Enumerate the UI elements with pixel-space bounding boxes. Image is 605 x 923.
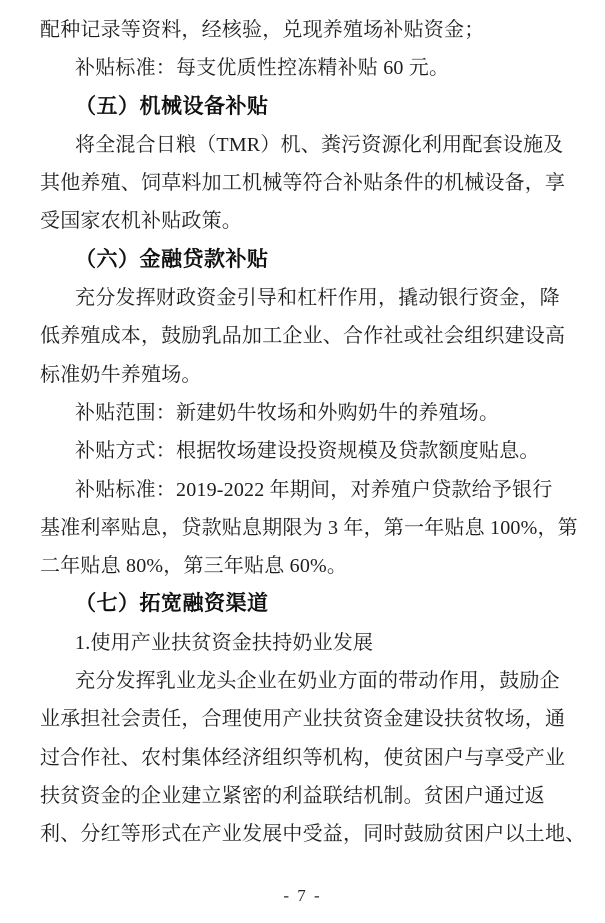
document-body xyxy=(40,11,586,854)
text-line: 充分发挥乳业龙头企业在奶业方面的带动作用，鼓励企 xyxy=(75,670,560,693)
text-line: 充分发挥财政资金引导和杠杆作用，撬动银行资金，降 xyxy=(75,287,560,310)
section-heading: （七）拓宽融资渠道 xyxy=(75,592,269,616)
text-line: 补贴标准：2019-2022 年期间，对养殖户贷款给予银行 xyxy=(75,478,553,501)
text-line: 扶贫资金的企业建立紧密的利益联结机制。贫困户通过返 xyxy=(40,784,545,807)
text-line: 配种记录等资料，经核验，兑现养殖场补贴资金； xyxy=(40,19,485,41)
section-heading: （六）金融贷款补贴 xyxy=(75,247,269,271)
text-line: 补贴标准：每支优质性控冻精补贴 60 元。 xyxy=(75,57,450,80)
text-line: 1.使用产业扶贫资金扶持奶业发展 xyxy=(75,631,374,654)
text-line: 标准奶牛养殖场。 xyxy=(40,363,202,386)
text-line: 业承担社会责任，合理使用产业扶贫资金建设扶贫牧场，通 xyxy=(40,708,566,731)
text-line: 利、分红等形式在产业发展中受益，同时鼓励贫困户以土地、 xyxy=(40,823,586,846)
text-line: 低养殖成本，鼓励乳品加工企业、合作社或社会组织建设高 xyxy=(40,325,566,348)
text-line: 将全混合日粮（TMR）机、粪污资源化利用配套设施及 xyxy=(75,133,564,156)
text-line: 二年贴息 80%，第三年贴息 60%。 xyxy=(40,555,348,578)
text-line: 补贴方式：根据牧场建设投资规模及贷款额度贴息。 xyxy=(75,440,540,463)
text-line: 过合作社、农村集体经济组织等机构，使贫困户与享受产业 xyxy=(40,746,566,769)
page-number: - 7 - xyxy=(283,886,322,905)
text-line: 受国家农机补贴政策。 xyxy=(40,210,242,233)
section-heading: （五）机械设备补贴 xyxy=(75,94,269,118)
text-line: 基准利率贴息，贷款贴息期限为 3 年，第一年贴息 100%，第 xyxy=(40,516,578,539)
text-line: 其他养殖、饲草料加工机械等符合补贴条件的机械设备，享 xyxy=(40,172,566,195)
text-line: 补贴范围：新建奶牛牧场和外购奶牛的养殖场。 xyxy=(75,401,500,424)
